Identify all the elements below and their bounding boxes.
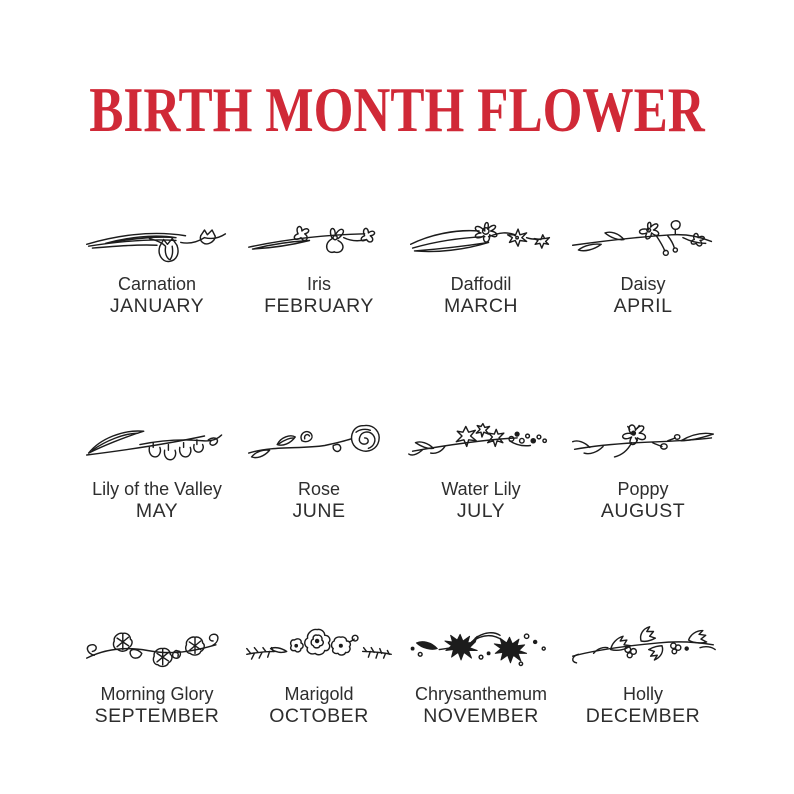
- month-name: MARCH: [444, 294, 518, 317]
- flower-cell-september: [76, 622, 238, 727]
- daisy-sprig-icon: [567, 212, 719, 269]
- morning-glory-sprig-icon: [81, 622, 233, 679]
- flower-cell-november: [400, 622, 562, 727]
- flower-name: Iris: [307, 274, 331, 294]
- water-lily-sprig-icon: [405, 417, 557, 474]
- iris-sprig-icon: [243, 212, 395, 269]
- flower-name: Water Lily: [441, 479, 521, 500]
- flower-cell-february: [238, 212, 400, 317]
- flower-cell-january: [76, 212, 238, 317]
- flower-name: Lily of the Valley: [92, 479, 222, 500]
- month-name: OCTOBER: [269, 704, 369, 727]
- month-name: JULY: [456, 499, 506, 522]
- flower-name: Poppy: [617, 479, 669, 500]
- month-name: AUGUST: [600, 499, 686, 522]
- month-name: FEBRUARY: [264, 294, 374, 317]
- flower-cell-june: [238, 417, 400, 522]
- flower-name: Daisy: [620, 274, 666, 294]
- flower-name: Rose: [297, 479, 341, 500]
- daffodil-sprig-icon: [405, 212, 557, 269]
- flower-cell-march: [400, 212, 562, 317]
- chrysanthemum-sprig-icon: [405, 622, 557, 679]
- flower-cell-april: [562, 212, 724, 317]
- flower-name: Holly: [622, 684, 663, 705]
- flower-name: Chrysanthemum: [414, 684, 548, 705]
- month-name: SEPTEMBER: [94, 704, 220, 727]
- month-name: DECEMBER: [585, 704, 701, 727]
- flower-name: Marigold: [284, 684, 354, 705]
- flower-grid: [76, 212, 724, 727]
- month-name: JANUARY: [109, 294, 205, 317]
- flower-cell-august: [562, 417, 724, 522]
- flower-cell-december: [562, 622, 724, 727]
- holly-sprig-icon: [567, 622, 719, 679]
- flower-cell-july: [400, 417, 562, 522]
- flower-name: Daffodil: [450, 274, 512, 294]
- lily-of-the-valley-sprig-icon: [81, 417, 233, 474]
- poppy-sprig-icon: [567, 417, 719, 474]
- month-name: APRIL: [613, 294, 673, 317]
- flower-cell-october: [238, 622, 400, 727]
- flower-name: Carnation: [117, 274, 197, 294]
- marigold-sprig-icon: [243, 622, 395, 679]
- carnation-sprig-icon: [81, 212, 233, 269]
- rose-sprig-icon: [243, 417, 395, 474]
- flower-name: Morning Glory: [100, 684, 214, 705]
- month-name: JUNE: [292, 499, 346, 522]
- flower-cell-may: [76, 417, 238, 522]
- month-name: NOVEMBER: [423, 704, 539, 727]
- page-title: BIRTH MONTH FLOWER: [89, 74, 705, 145]
- month-name: MAY: [135, 499, 179, 522]
